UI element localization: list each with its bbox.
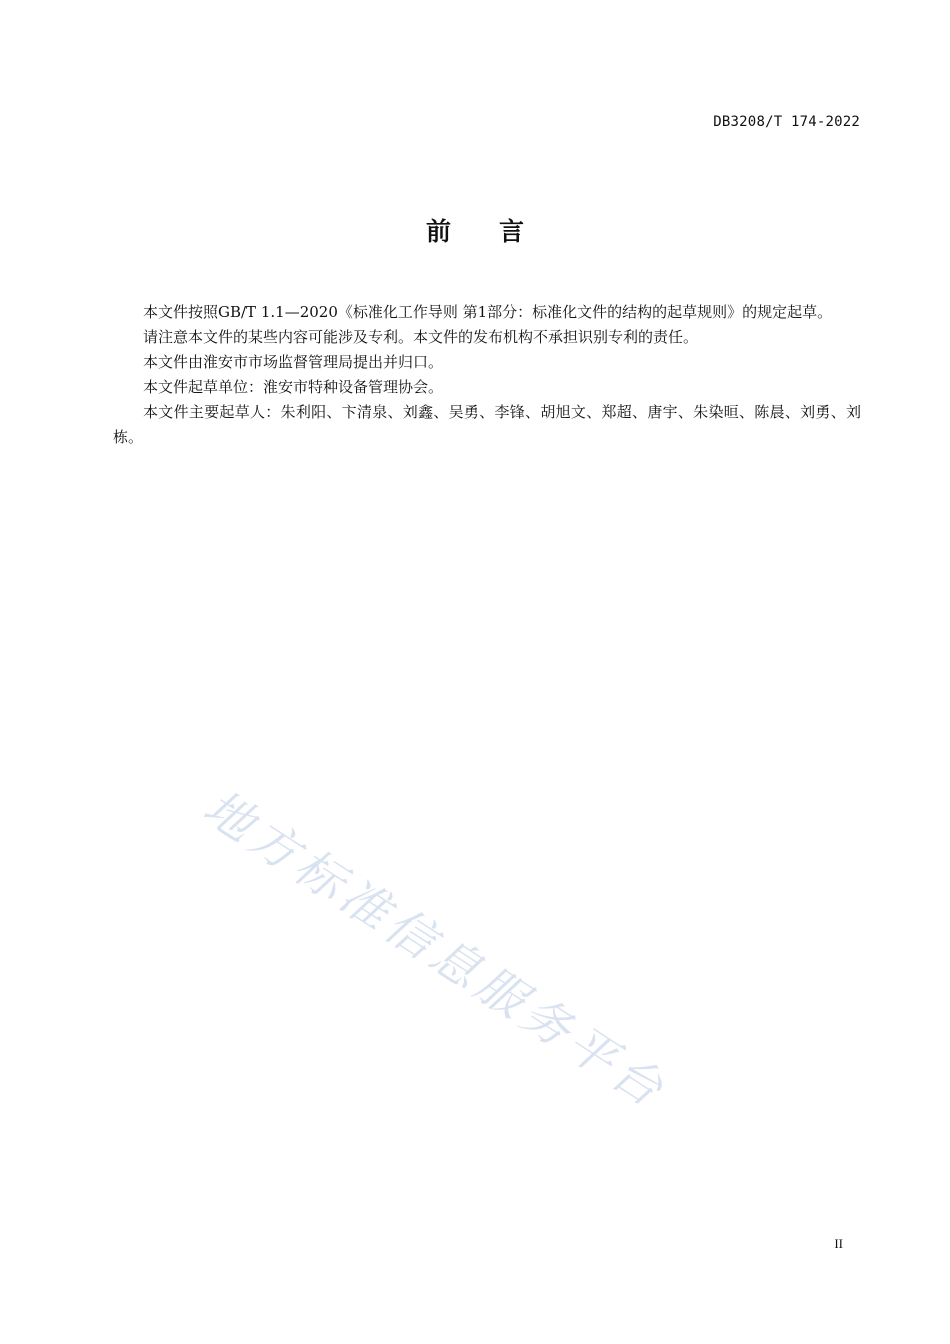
paragraph-patent-notice: 请注意本文件的某些内容可能涉及专利。本文件的发布机构不承担识别专利的责任。 [143,328,699,346]
watermark-text: 地方标准信息服务平台 [193,779,677,1121]
title-char-1: 前 [425,217,451,246]
page-title [0,212,950,248]
document-number: DB3208/T 174-2022 [713,114,860,130]
paragraph-standard-basis: 本文件按照GB/T 1.1—2020《标准化工作导则 第1部分：标准化文件的结构的起草规则》的规定起草。 [143,303,833,321]
page-number: II [834,1236,843,1251]
paragraph-proposer: 本文件由淮安市市场监督管理局提出并归口。 [143,353,444,371]
title-char-2: 言 [499,217,525,246]
paragraph-drafters: 本文件主要起草人：朱利阳、卞清泉、刘鑫、吴勇、李锋、胡旭文、郑超、唐宇、朱染晅、陈晨、刘勇、刘栋。 [113,403,861,446]
foreword-body [113,300,861,450]
paragraph-drafting-unit: 本文件起草单位：淮安市特种设备管理协会。 [143,378,444,396]
